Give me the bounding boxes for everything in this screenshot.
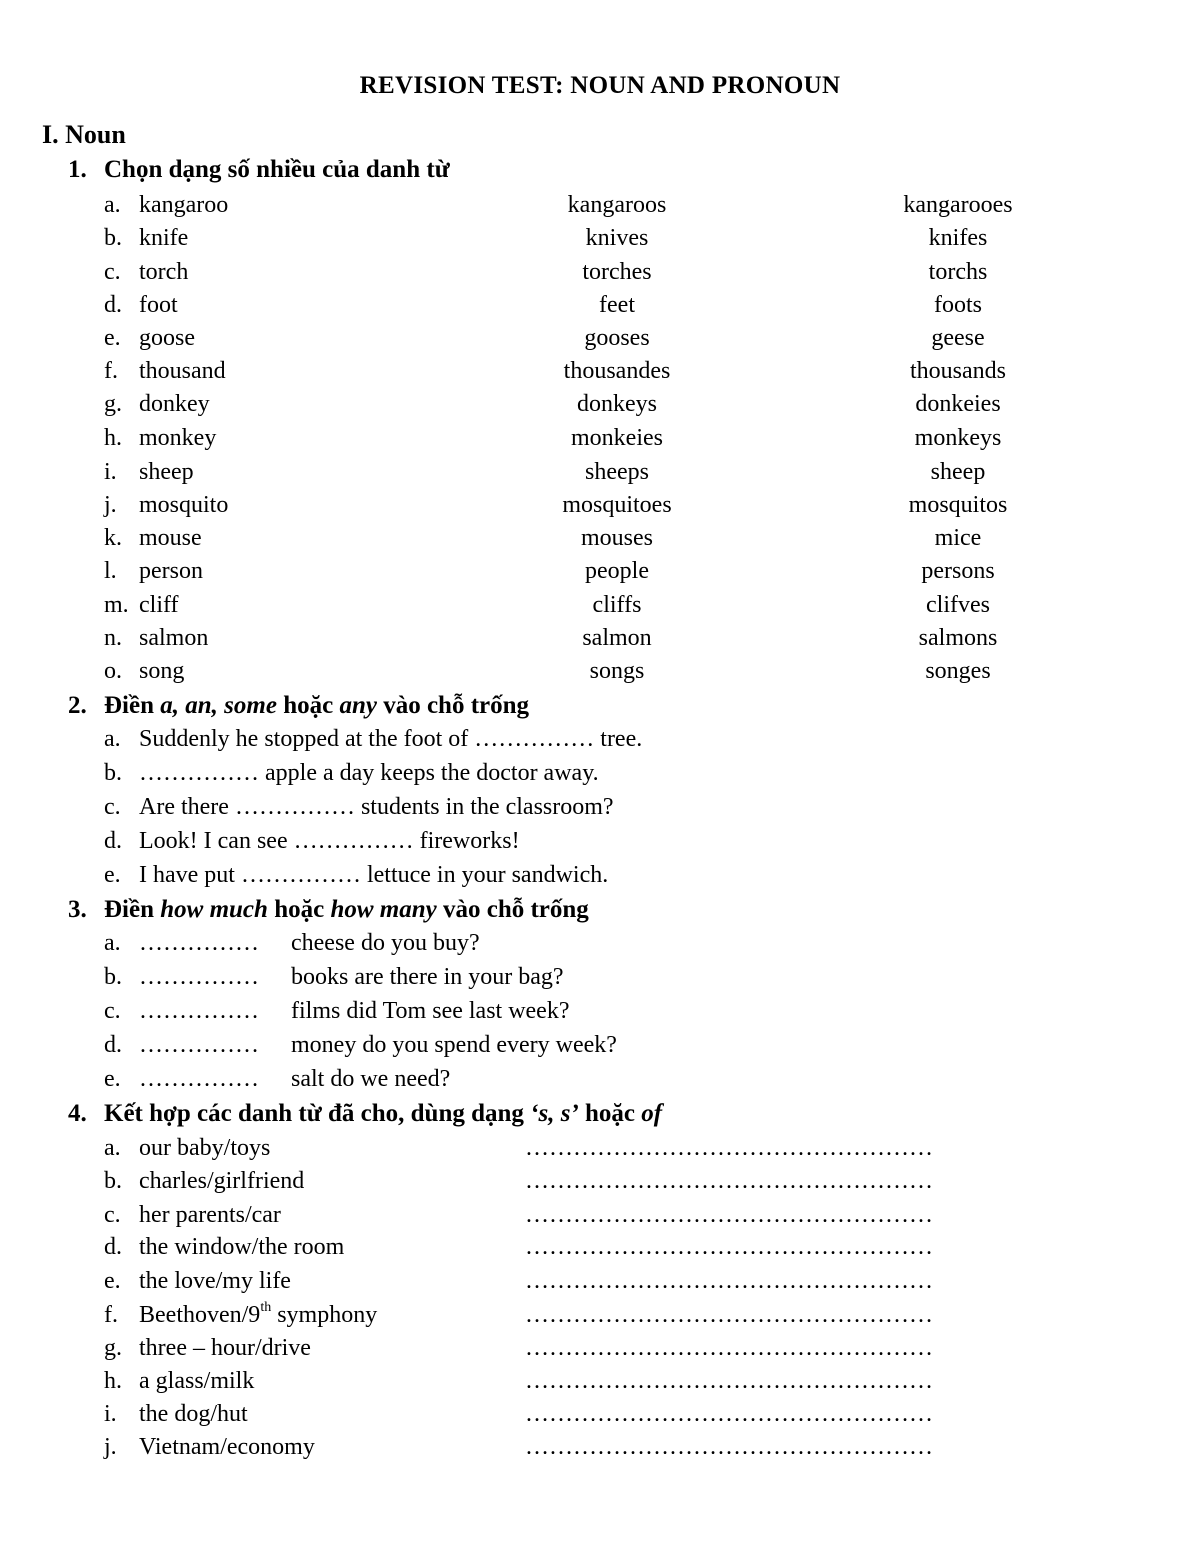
singular-noun: song xyxy=(139,658,185,684)
fill-blank-row xyxy=(0,1066,1200,1100)
plural-choice-row xyxy=(0,492,1200,526)
question-number: 4. xyxy=(68,1100,87,1127)
item-letter: d. xyxy=(104,1032,122,1058)
plural-option-2[interactable]: sheep xyxy=(930,459,986,485)
item-letter: a. xyxy=(104,192,121,218)
answer-blank[interactable]: …………… xyxy=(139,1066,259,1092)
item-letter: h. xyxy=(104,1368,122,1394)
plural-option-2[interactable]: monkeys xyxy=(914,425,1002,451)
heading-emphasis: any xyxy=(339,692,377,719)
sentence-with-blank[interactable]: Are there …………… students in the classroom? xyxy=(139,794,614,820)
plural-option-2[interactable]: mice xyxy=(934,525,982,551)
question-4-heading xyxy=(68,1100,662,1128)
plural-option-2[interactable]: persons xyxy=(921,558,995,584)
fill-blank-row xyxy=(0,726,1200,760)
sentence-with-blank[interactable]: Look! I can see …………… fireworks! xyxy=(139,828,520,854)
item-letter: c. xyxy=(104,998,121,1024)
heading-text: Điền xyxy=(104,896,161,923)
plural-option-2[interactable]: thousands xyxy=(910,358,1006,384)
heading-text: vào chỗ trống xyxy=(376,692,530,719)
heading-emphasis: of xyxy=(641,1100,663,1127)
question-1-heading xyxy=(68,156,450,184)
plural-choice-row xyxy=(0,192,1200,226)
fill-blank-row xyxy=(0,862,1200,896)
combine-noun-row xyxy=(0,1234,1200,1268)
singular-noun: cliff xyxy=(139,592,179,618)
item-letter: f. xyxy=(104,358,118,384)
item-letter: b. xyxy=(104,760,122,786)
combine-noun-row xyxy=(0,1168,1200,1202)
plural-option-1[interactable]: gooses xyxy=(584,325,650,351)
item-letter: e. xyxy=(104,1268,121,1294)
item-letter: c. xyxy=(104,259,121,285)
question-2-heading xyxy=(68,692,529,720)
heading-text: hoặc xyxy=(276,692,340,719)
combine-noun-row xyxy=(0,1401,1200,1435)
item-letter: d. xyxy=(104,1234,122,1260)
combine-noun-row xyxy=(0,1368,1200,1402)
answer-line[interactable]: …………………………………………… xyxy=(525,1135,933,1161)
item-letter: h. xyxy=(104,425,122,451)
noun-pair-text: symphony xyxy=(271,1302,378,1328)
sentence-with-blank[interactable]: I have put …………… lettuce in your sandwich. xyxy=(139,862,609,888)
heading-emphasis: ‘s, s’ xyxy=(530,1100,579,1127)
plural-option-1[interactable]: knives xyxy=(585,225,649,251)
answer-line[interactable]: …………………………………………… xyxy=(525,1368,933,1394)
noun-pair: three – hour/drive xyxy=(139,1335,311,1361)
combine-noun-row xyxy=(0,1135,1200,1169)
singular-noun: knife xyxy=(139,225,189,251)
singular-noun: mouse xyxy=(139,525,202,551)
noun-pair: Vietnam/economy xyxy=(139,1434,315,1460)
fill-blank-row xyxy=(0,1032,1200,1066)
plural-option-2[interactable]: donkeies xyxy=(915,391,1001,417)
item-letter: n. xyxy=(104,625,122,651)
sentence-text: salt do we need? xyxy=(291,1066,451,1092)
plural-option-1[interactable]: people xyxy=(585,558,649,584)
answer-blank[interactable]: …………… xyxy=(139,930,259,956)
combine-noun-row xyxy=(0,1202,1200,1236)
plural-choice-row xyxy=(0,391,1200,425)
plural-choice-row xyxy=(0,292,1200,326)
item-letter: m. xyxy=(104,592,129,618)
question-instruction: Chọn dạng số nhiều của danh từ xyxy=(104,156,450,183)
plural-choice-row xyxy=(0,459,1200,493)
answer-line[interactable]: …………………………………………… xyxy=(525,1335,933,1361)
singular-noun: sheep xyxy=(139,459,194,485)
fill-blank-row xyxy=(0,998,1200,1032)
plural-option-1[interactable]: feet xyxy=(599,292,635,318)
item-letter: c. xyxy=(104,1202,121,1228)
answer-line[interactable]: …………………………………………… xyxy=(525,1234,933,1260)
plural-choice-row xyxy=(0,425,1200,459)
singular-noun: monkey xyxy=(139,425,217,451)
item-letter: b. xyxy=(104,225,122,251)
noun-pair: the love/my life xyxy=(139,1268,291,1294)
plural-choice-row xyxy=(0,225,1200,259)
plural-option-2[interactable]: torchs xyxy=(928,259,988,285)
item-letter: b. xyxy=(104,1168,122,1194)
sentence-text: books are there in your bag? xyxy=(291,964,564,990)
singular-noun: torch xyxy=(139,259,189,285)
noun-pair: our baby/toys xyxy=(139,1135,271,1161)
item-letter: b. xyxy=(104,964,122,990)
plural-option-1[interactable]: kangaroos xyxy=(567,192,667,218)
heading-text: Kết hợp các danh từ đã cho, dùng dạng xyxy=(104,1100,531,1127)
section-heading-noun: I. Noun xyxy=(42,120,126,149)
plural-choice-row xyxy=(0,525,1200,559)
singular-noun: mosquito xyxy=(139,492,229,518)
noun-pair: the dog/hut xyxy=(139,1401,248,1427)
plural-option-1[interactable]: donkeys xyxy=(577,391,657,417)
heading-emphasis: how many xyxy=(330,896,437,923)
noun-pair xyxy=(139,1302,377,1329)
plural-option-2[interactable]: songes xyxy=(925,658,991,684)
sentence-text: money do you spend every week? xyxy=(291,1032,617,1058)
combine-noun-row xyxy=(0,1434,1200,1468)
answer-blank[interactable]: …………… xyxy=(139,998,259,1024)
item-letter: f. xyxy=(104,1302,118,1328)
fill-blank-row xyxy=(0,964,1200,998)
question-number: 1. xyxy=(68,156,87,183)
item-letter: c. xyxy=(104,794,121,820)
singular-noun: donkey xyxy=(139,391,210,417)
item-letter: e. xyxy=(104,325,121,351)
heading-text: hoặc xyxy=(267,896,331,923)
combine-noun-row xyxy=(0,1302,1200,1336)
item-letter: k. xyxy=(104,525,122,551)
plural-choice-row xyxy=(0,592,1200,626)
answer-line[interactable]: …………………………………………… xyxy=(525,1302,933,1328)
plural-option-2[interactable]: kangarooes xyxy=(903,192,1013,218)
plural-option-2[interactable]: foots xyxy=(934,292,982,318)
singular-noun: thousand xyxy=(139,358,226,384)
question-3-heading xyxy=(68,896,589,924)
noun-pair-text: Beethoven/9 xyxy=(139,1302,261,1328)
question-number: 3. xyxy=(68,896,87,923)
plural-option-2[interactable]: mosquitos xyxy=(908,492,1008,518)
item-letter: d. xyxy=(104,828,122,854)
item-letter: j. xyxy=(104,1434,117,1460)
plural-option-1[interactable]: sheeps xyxy=(585,459,649,485)
heading-emphasis: how much xyxy=(160,896,268,923)
item-letter: l. xyxy=(104,558,117,584)
plural-option-1[interactable]: mouses xyxy=(581,525,653,551)
fill-blank-row xyxy=(0,828,1200,862)
item-letter: o. xyxy=(104,658,122,684)
item-letter: d. xyxy=(104,292,122,318)
plural-option-2[interactable]: knifes xyxy=(928,225,988,251)
plural-choice-row xyxy=(0,625,1200,659)
item-letter: a. xyxy=(104,726,121,752)
noun-pair: a glass/milk xyxy=(139,1368,255,1394)
singular-noun: salmon xyxy=(139,625,209,651)
plural-option-2[interactable]: salmons xyxy=(918,625,998,651)
noun-pair: charles/girlfriend xyxy=(139,1168,305,1194)
fill-blank-row xyxy=(0,794,1200,828)
sentence-with-blank[interactable]: …………… apple a day keeps the doctor away. xyxy=(139,760,599,786)
answer-blank[interactable]: …………… xyxy=(139,964,259,990)
plural-option-1[interactable]: monkeies xyxy=(571,425,663,451)
plural-option-2[interactable]: clifves xyxy=(926,592,990,618)
plural-choice-row xyxy=(0,658,1200,692)
item-letter: i. xyxy=(104,459,117,485)
answer-line[interactable]: …………………………………………… xyxy=(525,1401,933,1427)
plural-option-2[interactable]: geese xyxy=(931,325,985,351)
combine-noun-row xyxy=(0,1335,1200,1369)
ordinal-suffix: th xyxy=(260,1300,272,1315)
item-letter: i. xyxy=(104,1401,117,1427)
answer-line[interactable]: …………………………………………… xyxy=(525,1168,933,1194)
heading-emphasis: a, an, some xyxy=(160,692,277,719)
plural-choice-row xyxy=(0,325,1200,359)
item-letter: e. xyxy=(104,862,121,888)
combine-noun-row xyxy=(0,1268,1200,1302)
fill-blank-row xyxy=(0,760,1200,794)
plural-choice-row xyxy=(0,259,1200,293)
item-letter: g. xyxy=(104,391,122,417)
noun-pair: her parents/car xyxy=(139,1202,281,1228)
answer-blank[interactable]: …………… xyxy=(139,1032,259,1058)
answer-line[interactable]: …………………………………………… xyxy=(525,1202,933,1228)
plural-option-1[interactable]: songs xyxy=(589,658,645,684)
singular-noun: kangaroo xyxy=(139,192,229,218)
plural-option-1[interactable]: salmon xyxy=(582,625,652,651)
noun-pair: the window/the room xyxy=(139,1234,345,1260)
heading-text: vào chỗ trống xyxy=(436,896,589,923)
sentence-text: cheese do you buy? xyxy=(291,930,480,956)
singular-noun: foot xyxy=(139,292,178,318)
question-number: 2. xyxy=(68,692,87,719)
plural-option-1[interactable]: thousandes xyxy=(563,358,671,384)
answer-line[interactable]: …………………………………………… xyxy=(525,1268,933,1294)
item-letter: e. xyxy=(104,1066,121,1092)
plural-option-1[interactable]: cliffs xyxy=(592,592,642,618)
page-title: REVISION TEST: NOUN AND PRONOUN xyxy=(359,72,841,99)
plural-choice-row xyxy=(0,358,1200,392)
item-letter: g. xyxy=(104,1335,122,1361)
plural-option-1[interactable]: torches xyxy=(582,259,652,285)
heading-text: hoặc xyxy=(578,1100,642,1127)
plural-choice-row xyxy=(0,558,1200,592)
singular-noun: goose xyxy=(139,325,195,351)
heading-text: Điền xyxy=(104,692,161,719)
item-letter: a. xyxy=(104,1135,121,1161)
singular-noun: person xyxy=(139,558,203,584)
answer-line[interactable]: …………………………………………… xyxy=(525,1434,933,1460)
sentence-text: films did Tom see last week? xyxy=(291,998,570,1024)
fill-blank-row xyxy=(0,930,1200,964)
plural-option-1[interactable]: mosquitoes xyxy=(562,492,672,518)
item-letter: j. xyxy=(104,492,117,518)
item-letter: a. xyxy=(104,930,121,956)
sentence-with-blank[interactable]: Suddenly he stopped at the foot of …………… tree. xyxy=(139,726,643,752)
